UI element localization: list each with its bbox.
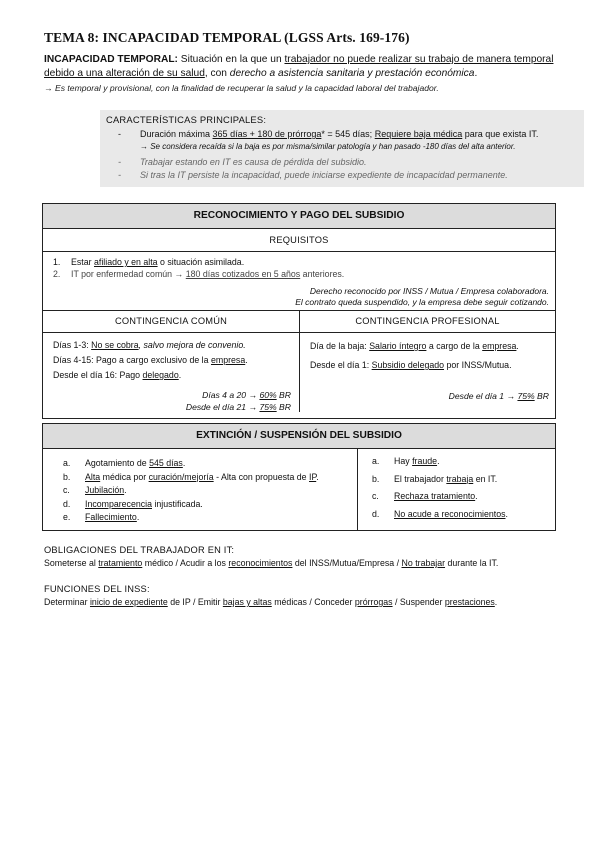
intro-text-c: , con <box>204 68 227 79</box>
left1-post: . <box>316 471 319 482</box>
list-item <box>372 488 555 506</box>
req1-a: Estar <box>71 257 92 267</box>
common-line-1 <box>53 338 291 353</box>
intro-text-e: . <box>474 68 478 79</box>
right1-pre: El trabajador <box>394 473 444 484</box>
prof-l1-a: Día de la baja: <box>310 341 367 351</box>
obligations-text <box>44 558 564 568</box>
prof-l1-b: Salario íntegro <box>369 341 427 351</box>
right1-u: trabaja <box>446 473 474 484</box>
inss-g: / Suspender <box>395 597 443 607</box>
common-l1-a: Días 1-3: <box>53 340 89 350</box>
req2-b: 180 días cotizados en 5 años <box>185 269 301 279</box>
char1-e: para que exista IT. <box>464 129 539 139</box>
req2-c: anteriores. <box>302 269 345 279</box>
extinction-table <box>42 423 556 531</box>
common-p2-b: 75% <box>259 402 277 412</box>
recognition-table <box>42 203 556 419</box>
obl-c: médico / Acudir a los <box>144 558 226 568</box>
prof-l1-d: empresa <box>482 341 517 351</box>
left1-u2: curación/mejoría <box>148 471 214 482</box>
common-p1-a: Días 4 a 20 → <box>202 390 258 400</box>
item-letter: c. <box>63 485 70 495</box>
extinction-header: EXTINCIÓN / SUSPENSIÓN DEL SUBSIDIO <box>43 424 555 449</box>
intro-text-a: Situación en la que un <box>180 54 282 65</box>
right0-pre: Hay <box>394 456 410 466</box>
dash-bullet: - <box>118 129 121 139</box>
obligations-title: OBLIGACIONES DEL TRABAJADOR EN IT: <box>44 545 235 555</box>
obl-e: del INSS/Mutua/Empresa / <box>294 558 400 568</box>
requirements-note <box>43 280 555 311</box>
inss-a: Determinar <box>44 597 88 607</box>
right1-post: en IT. <box>475 473 498 484</box>
characteristic-item <box>118 169 580 182</box>
common-contingency <box>43 311 300 412</box>
item-letter: b. <box>63 471 71 482</box>
list-item <box>372 506 555 524</box>
inss-text <box>44 597 564 607</box>
obl-g: durante la IT. <box>447 558 499 568</box>
common-p2-a: Desde el día 21 → <box>185 402 258 412</box>
contingency-columns <box>43 311 555 412</box>
common-p2-c: BR <box>279 402 291 412</box>
prof-l1-e: . <box>516 341 519 351</box>
char1-d: Requiere baja médica <box>374 129 463 139</box>
prof-l2-a: Desde el día 1: <box>310 360 370 370</box>
left0-u: 545 días <box>149 458 183 468</box>
left2-u: Jubilación <box>85 485 125 495</box>
obl-a: Someterse al <box>44 558 96 568</box>
req2-a: IT por enfermedad común → <box>71 269 184 279</box>
intro-text-d: derecho a asistencia sanitaria y prestación económica <box>229 68 475 79</box>
professional-contingency <box>300 311 555 412</box>
inss-b: inicio de expediente <box>89 597 168 607</box>
intro-term: INCAPACIDAD TEMPORAL: <box>44 54 178 65</box>
intro-note: → Es temporal y provisional, con la finalidad de recuperar la salud y la capacidad laboral del trabajador. <box>44 83 439 93</box>
intro-text-b: trabajador no puede realizar su trabajo de manera temporal debido a una alteración de su salud <box>44 54 554 79</box>
inss-d: bajas y altas <box>222 597 272 607</box>
common-line-3 <box>53 368 291 383</box>
prof-percent <box>449 390 549 402</box>
item-letter: e. <box>63 512 71 522</box>
obl-b: tratamiento <box>98 558 143 568</box>
prof-line-2 <box>310 358 547 373</box>
professional-contingency-body <box>300 333 555 412</box>
list-item <box>63 498 357 512</box>
req2-num: 2. <box>53 269 61 279</box>
left3-post: injustificada. <box>154 498 203 509</box>
prof-l2-b: Subsidio delegado <box>371 360 445 370</box>
characteristics-title: CARACTERÍSTICAS PRINCIPALES: <box>106 114 267 125</box>
left2-post: . <box>124 485 127 495</box>
right0-post: . <box>437 456 440 466</box>
common-l2-b: Pago a cargo exclusivo de la <box>96 355 209 365</box>
intro-paragraph <box>44 53 564 81</box>
left1-u: Alta <box>85 471 101 482</box>
item-letter: c. <box>372 491 379 501</box>
common-p1-b: 60% <box>259 390 277 400</box>
right2-u: Rechaza tratamiento <box>394 491 476 501</box>
common-p1-c: BR <box>279 390 291 400</box>
left3-u: Incomparecencia <box>85 498 152 509</box>
left4-u: Fallecimiento <box>85 512 137 522</box>
common-l1-c: , salvo mejora de convenio. <box>138 340 246 350</box>
right3-post: . <box>505 508 508 519</box>
left1-mid: médica por <box>102 471 147 482</box>
char2-text: Trabajar estando en IT es causa de pérdida del subsidio. <box>140 157 367 167</box>
prof-l1-c: a cargo de la <box>428 341 480 351</box>
inss-h: prestaciones <box>444 597 495 607</box>
list-item <box>63 471 357 485</box>
left0-pre: Agotamiento de <box>85 458 147 468</box>
left4-post: . <box>136 512 140 522</box>
prof-l2-c: por INSS/Mutua. <box>446 360 512 370</box>
char1-c: * = 545 días; <box>321 129 373 139</box>
common-l3-b: delegado <box>142 370 179 380</box>
characteristic-item <box>118 156 580 169</box>
characteristics-list <box>118 128 580 181</box>
common-line-2 <box>53 353 291 368</box>
common-l2-a: Días 4-15: <box>53 355 94 365</box>
req-note-1: Derecho reconocido por INSS / Mutua / Empresa colaboradora. <box>309 286 549 296</box>
inss-f: prórrogas <box>354 597 393 607</box>
dash-bullet: - <box>118 157 121 167</box>
char1-a: Duración máxima <box>140 129 211 139</box>
common-contingency-header: CONTINGENCIA COMÚN <box>43 311 299 333</box>
common-l2-d: . <box>245 355 248 365</box>
right0-u: fraude <box>412 456 438 466</box>
req1-num: 1. <box>53 257 61 267</box>
inss-title: FUNCIONES DEL INSS: <box>44 584 150 594</box>
common-l2-c: empresa <box>210 355 246 365</box>
characteristics-box <box>100 110 584 187</box>
req1-b: afiliado y en alta <box>94 257 158 267</box>
common-contingency-body <box>43 333 299 412</box>
requirement-item <box>53 268 547 280</box>
extinction-left-list <box>43 449 357 525</box>
extinction-left-column <box>43 449 358 531</box>
inss-e: médicas / Conceder <box>274 597 353 607</box>
prof-line-1 <box>310 339 547 354</box>
requirements-header: REQUISITOS <box>43 229 555 252</box>
common-percent-1 <box>53 389 291 401</box>
extinction-right-column <box>358 449 555 531</box>
char1-b: 365 días + 180 de prórroga <box>212 129 322 139</box>
prof-p1-b: 75% <box>517 391 535 401</box>
char3-text: Si tras la IT persiste la incapacidad, puede iniciarse expediente de incapacidad permanente. <box>140 169 508 180</box>
left0-post: . <box>182 458 186 468</box>
inss-c: de IP / Emitir <box>170 597 221 607</box>
item-letter: d. <box>63 498 71 509</box>
common-percent-2 <box>53 401 291 413</box>
list-item <box>63 457 357 471</box>
page-title: TEMA 8: INCAPACIDAD TEMPORAL (LGSS Arts. 169-176) <box>44 30 410 45</box>
characteristic-item <box>118 128 580 141</box>
common-l1-b: No se cobra <box>91 340 139 350</box>
requirements-list <box>43 252 555 280</box>
requirement-item <box>53 256 547 268</box>
common-l3-c: . <box>178 370 182 380</box>
left1-u3: IP <box>309 471 317 482</box>
item-letter: d. <box>372 508 380 519</box>
right3-u: No acude a reconocimientos <box>394 508 506 519</box>
req1-c: o situación asimilada. <box>160 257 245 267</box>
extinction-right-list <box>358 449 555 523</box>
inss-i: . <box>494 597 498 607</box>
list-item <box>372 453 555 471</box>
recognition-header: RECONOCIMIENTO Y PAGO DEL SUBSIDIO <box>43 204 555 229</box>
list-item <box>372 471 555 489</box>
req-note-2: El contrato queda suspendido, y la empresa debe seguir cotizando. <box>295 297 549 307</box>
prof-p1-c: BR <box>537 391 549 401</box>
dash-bullet: - <box>118 169 121 180</box>
list-item <box>63 484 357 498</box>
list-item <box>63 511 357 525</box>
obl-f: No trabajar <box>401 558 446 568</box>
item-letter: a. <box>63 458 71 468</box>
common-l3-a: Desde el día 16: Pago <box>53 370 141 380</box>
item-letter: b. <box>372 473 380 484</box>
item-letter: a. <box>372 456 380 466</box>
obl-d: reconocimientos <box>228 558 293 568</box>
right2-post: . <box>475 491 478 501</box>
prof-p1-a: Desde el día 1 → <box>448 391 516 401</box>
professional-contingency-header: CONTINGENCIA PROFESIONAL <box>300 311 555 333</box>
left1-mid2: - Alta con propuesta de <box>216 471 307 482</box>
characteristic-subnote: → Se considera recaída si la baja es por misma/similar patología y han pasado -180 días del alta anterior. <box>140 141 516 151</box>
extinction-columns <box>43 449 555 531</box>
